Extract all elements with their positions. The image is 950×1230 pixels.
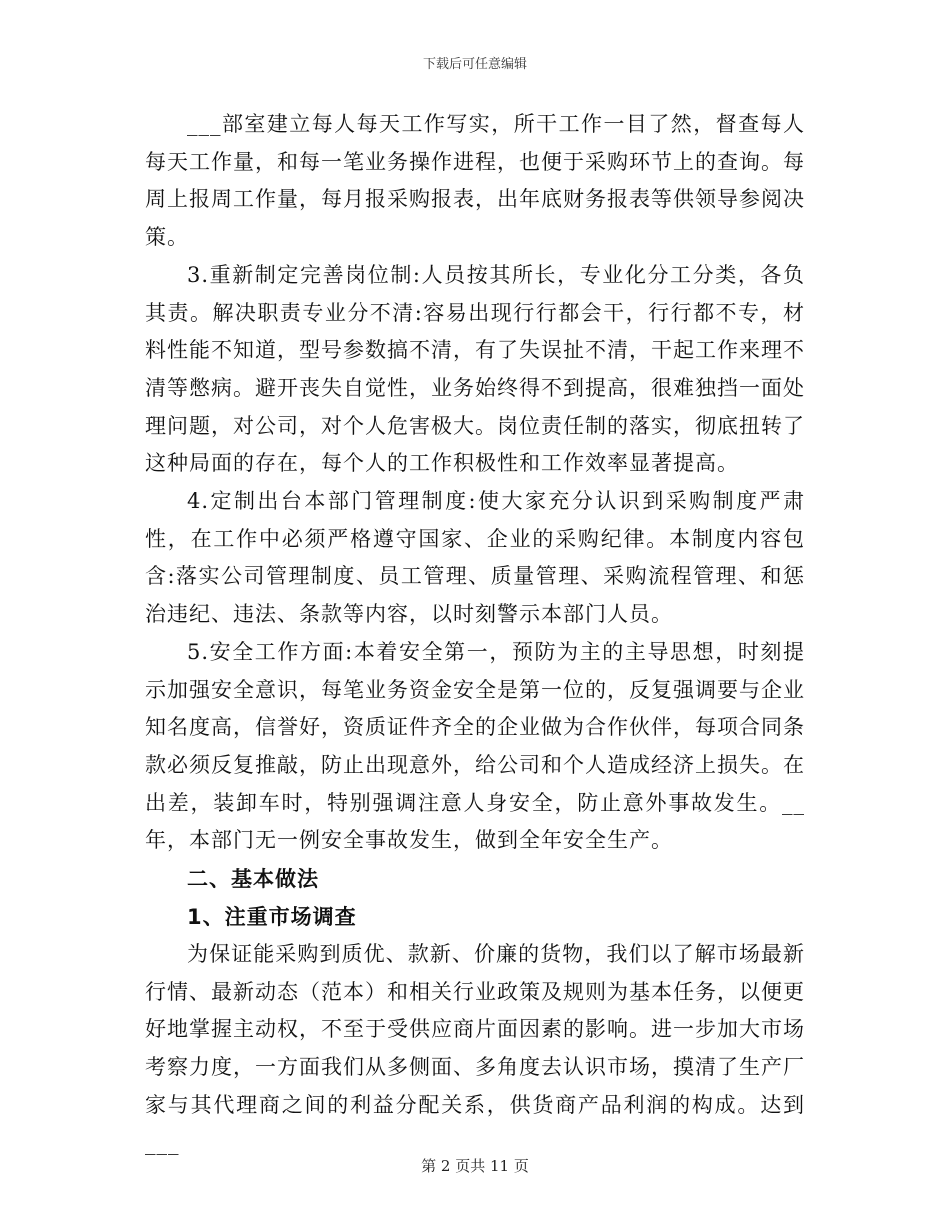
page-footer: 第 2 页共 11 页 [421,1157,529,1175]
page-header: 下载后可任意编辑 [422,57,527,72]
paragraph: ___部室建立每人每天工作写实，所干工作一目了然，督查每人每天工作量，和每一笔业务操作进程，也便于采购环节上的查询。每周上报周工作量，每月报采购报表，出年底财务报表等供领导参阅决策。 [145,112,805,250]
subsection-heading: 1、注重市场调查 [187,905,357,930]
paragraph: 4.定制出台本部门管理制度:使大家充分认识到采购制度严肃性，在工作中必须严格遵守国家、企业的采购纪律。本制度内容包含:落实公司管理制度、员工管理、质量管理、采购流程管理、和惩治违纪、违法、条款等内容，以时刻警示本部门人员。 [145,489,805,627]
section-heading: 二、基本做法 [187,867,319,892]
document-body [145,106,805,1162]
paragraph: 3.重新制定完善岗位制:人员按其所长，专业化分工分类，各负其责。解决职责专业分不清:容易出现行行都会干，行行都不专，材料性能不知道，型号参数搞不清，有了失误扯不清，干起工作来理不清等憋病。避开丧失自觉性，业务始终得不到提高，很难独挡一面处理问题，对公司，对个人危害极大。岗位责任制的落实，彻底扭转了这种局面的存在，每个人的工作积极性和工作效率显著提高。 [145,262,805,476]
paragraph: 5.安全工作方面:本着安全第一，预防为主的主导思想，时刻提示加强安全意识，每笔业务资金安全是第一位的，反复强调要与企业知名度高，信誉好，资质证件齐全的企业做为合作伙伴，每项合同条款必须反复推敲，防止出现意外，给公司和个人造成经济上损失。在出差，装卸车时，特别强调注意人身安全，防止意外事故发生。__年，本部门无一例安全事故发生，做到全年安全生产。 [145,639,805,853]
paragraph: 为保证能采购到质优、款新、价廉的货物，我们以了解市场最新行情、最新动态（范本）和相关行业政策及规则为基本任务，以便更好地掌握主动权，不至于受供应商片面因素的影响。进一步加大市场考察力度，一方面我们从多侧面、多角度去认识市场，摸清了生产厂家与其代理商之间的利益分配关系，供货商产品利润的构成。达到___ [145,942,805,1155]
